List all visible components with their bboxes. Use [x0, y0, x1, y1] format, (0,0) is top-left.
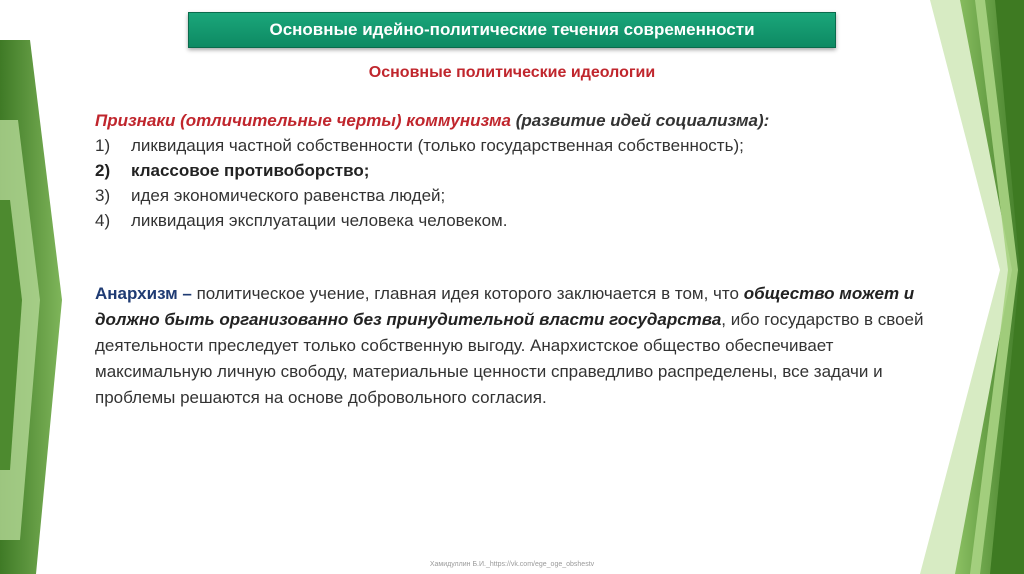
anarchism-text-part2: , ибо государство в своей деятельности преследует только собственную выгоду. Анархистское общество обеспечивает максимальную личную свободу, материальные ценности справедливо распределены, все задачи и проблемы решаются на основе добровольного согласия.	[95, 310, 924, 407]
list-item-text: ликвидация эксплуатации человека человеком.	[131, 211, 508, 230]
slide-title: Основные идейно-политические течения современности	[269, 20, 755, 39]
list-item	[95, 133, 945, 158]
slide-title-bar	[188, 12, 836, 48]
list-item	[95, 208, 945, 233]
footer-credit: Хамидуллин Б.И._https://vk.com/ege_oge_obshestv	[429, 561, 595, 568]
anarchism-text-part1: политическое учение, главная идея которого заключается в том, что	[196, 284, 744, 303]
list-item-text: классовое противоборство;	[131, 161, 370, 180]
slide-content	[95, 108, 945, 411]
list-item-number: 1)	[95, 136, 111, 155]
list-item-number: 3)	[95, 186, 111, 205]
anarchism-emphasis: общество может и должно быть организованно без принудительной власти государства	[95, 284, 915, 329]
list-item	[95, 183, 945, 208]
features-heading	[95, 108, 945, 133]
list-item-text: идея экономического равенства людей;	[131, 186, 446, 205]
list-item-text: ликвидация частной собственности (только государственная собственность);	[131, 136, 744, 155]
anarchism-term: Анархизм	[95, 284, 178, 303]
slide-subtitle: Основные политические идеологии	[368, 64, 656, 81]
list-item-number: 4)	[95, 211, 111, 230]
features-heading-red: Признаки (отличительные черты) коммунизма	[95, 111, 512, 130]
features-heading-dark: (развитие идей социализма):	[511, 111, 770, 130]
list-item	[95, 158, 945, 183]
anarchism-dash: –	[177, 284, 197, 303]
anarchism-paragraph	[95, 281, 945, 411]
list-item-number: 2)	[95, 161, 111, 180]
